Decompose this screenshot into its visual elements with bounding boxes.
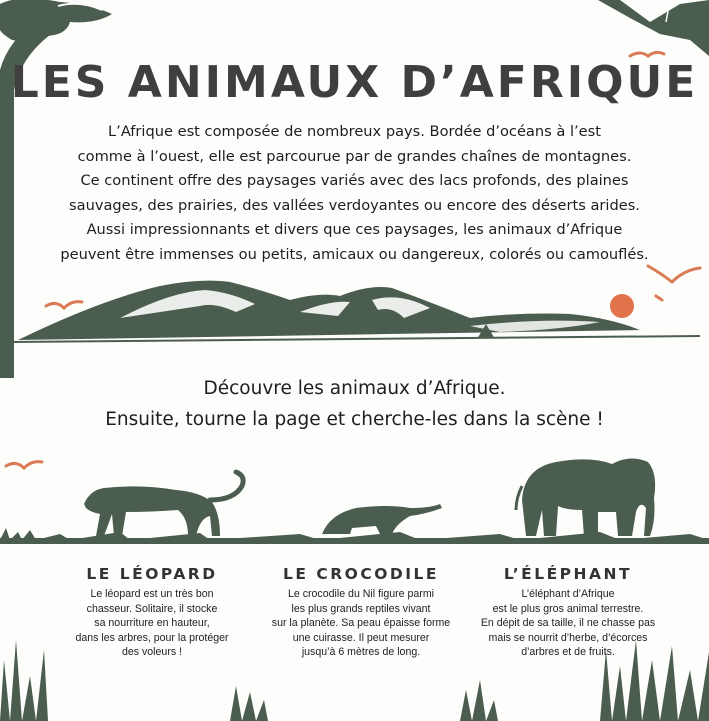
- description-line: une cuirasse. Il peut mesurer: [292, 631, 430, 644]
- intro-line: L’Afrique est composée de nombreux pays. Bordée d’océans à l’est: [108, 123, 601, 140]
- description-line: dans les arbres, pour la protéger: [75, 631, 229, 644]
- animal-name: LE CROCODILE: [283, 565, 439, 583]
- animal-description: [262, 587, 460, 660]
- sun: [610, 294, 634, 318]
- description-line: chasseur. Solitaire, il stocke: [86, 602, 218, 615]
- description-line: sa nourriture en hauteur,: [94, 617, 210, 630]
- description-line: L’éléphant d’Afrique: [521, 588, 615, 600]
- description-line: Le léopard est un très bon: [90, 588, 214, 600]
- description-line: est le plus gros animal terrestre.: [492, 602, 644, 615]
- intro-line: sauvages, des prairies, des vallées verdoyantes ou encore des déserts arides.: [69, 196, 640, 214]
- intro-line: Ce continent offre des paysages variés avec des lacs profonds, des plaines: [80, 172, 629, 190]
- call-to-action: [0, 373, 709, 435]
- cta-line-discover: Découvre les animaux d’Afrique.: [203, 378, 506, 399]
- mountain-range: [10, 281, 700, 342]
- animal-card-crocodile: [262, 565, 460, 660]
- description-line: des voleurs !: [121, 646, 183, 659]
- animal-card-leopard: [66, 565, 238, 660]
- animal-description: [66, 587, 238, 660]
- cta-line-turn-page: Ensuite, tourne la page et cherche-les dans la scène !: [105, 409, 604, 430]
- animal-name: L’ÉLÉPHANT: [503, 565, 633, 583]
- crocodile-silhouette: [322, 504, 442, 534]
- description-line: les plus grands reptiles vivant: [291, 602, 431, 615]
- leopard-silhouette: [84, 472, 243, 536]
- description-line: d’arbres et de fruits.: [521, 646, 615, 659]
- intro-line: peuvent être immenses ou petits, amicaux ou dangereux, colorés ou camouflés.: [60, 245, 649, 263]
- description-line: jusqu’à 6 mètres de long.: [301, 646, 421, 659]
- animal-card-elephant: [478, 565, 658, 660]
- description-line: sur la planète. Sa peau épaisse forme: [271, 617, 451, 630]
- animal-description: [478, 587, 658, 660]
- description-line: En dépit de sa taille, il ne chasse pas: [480, 617, 656, 630]
- description-line: mais se nourrit d’herbe, d’écorces: [488, 631, 648, 644]
- intro-paragraph: [40, 120, 669, 268]
- description-line: Le crocodile du Nil figure parmi: [287, 588, 435, 600]
- animal-name: LE LÉOPARD: [86, 565, 218, 583]
- elephant-silhouette: [516, 458, 655, 536]
- savanna-ground: [0, 528, 709, 544]
- intro-line: comme à l’ouest, elle est parcourue par de grandes chaînes de montagnes.: [77, 147, 632, 165]
- page-title: LES ANIMAUX D’AFRIQUE: [10, 57, 699, 108]
- acacia-tree-right: [598, 0, 709, 56]
- intro-line: Aussi impressionnants et divers que ces paysages, les animaux d’Afrique: [86, 221, 623, 239]
